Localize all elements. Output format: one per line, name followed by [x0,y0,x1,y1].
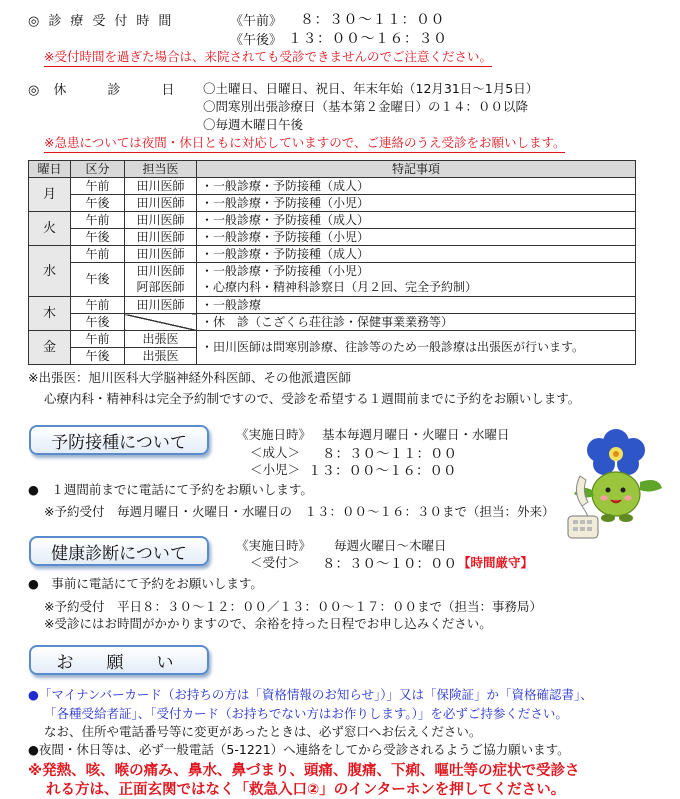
request-line3: なお、住所や電話番号等に変更があったときは、必ず窓口へお伝えください。 [44,724,482,739]
note-cell: ・一般診療 [197,297,636,314]
time-strict-badge: 【時間厳守】 [458,555,534,570]
note-cell: ・休 診（こざくら荘往診・保健事業業務等） [197,314,636,331]
doctor-cell: 出張医 [125,331,197,348]
request-line4: ●夜間・休日等は、必ず一般電話（5-1221）へ連絡をしてから受診されるようご協力願います。 [28,742,570,757]
period-cell: 午前 [71,212,125,229]
vaccination-dates-label: 《実施日時》 [236,427,312,442]
vaccination-bullet: ● １週間前までに電話にて予約をお願いします。 [28,482,313,497]
afternoon-label: 《午後》 [230,33,283,48]
table-row [29,263,636,280]
period-cell: 午後 [71,348,125,365]
doctor-cell: 田川医師 [125,178,197,195]
period-cell: 午後 [71,314,125,331]
vaccination-button[interactable]: 予防接種について [29,425,209,455]
doctor-cell: 田川医師 [125,229,197,246]
header-doctor: 担当医 [125,161,197,178]
period-cell: 午前 [71,297,125,314]
footnote-line2: 心療内科・精神科は完全予約制ですので、受診を希望する１週間前までに予約をお願いします。 [44,391,581,406]
request-line1: ●「マイナンバーカード（お持ちの方は「資格情報のお知らせ」）」又は「保険証」か「資格確認書」、 [28,687,593,702]
morning-time: ８：３０～１１：００ [300,12,445,28]
closed-line2: 〇問寒別出張診療日（基本第２金曜日）の１４：００以降 [203,99,529,114]
note-cell: ・心療内科・精神科診察日（月２回、完全予約制） [197,280,636,297]
table-row [29,246,636,263]
mascot-illustration [566,420,666,542]
checkup-button[interactable]: 健康診断について [29,536,209,566]
flower-hat-icon [587,429,645,475]
table-row [29,331,636,348]
table-row [29,229,636,246]
table-row [29,195,636,212]
checkup-reception-time: ８：３０～１０：００ [322,556,457,572]
header-day: 曜日 [29,161,71,178]
table-row [29,212,636,229]
day-wed: 水 [29,246,71,297]
day-mon: 月 [29,178,71,212]
header-notes: 特記事項 [197,161,636,178]
doctor-cell: 田川医師 [125,212,197,229]
day-tue: 火 [29,212,71,246]
note-cell: ・一般診療・予防接種（小児） [197,229,636,246]
note-cell: ・田川医師は問寒別診療、往診等のため一般診療は出張医が行います。 [197,331,636,365]
doctor-cell: 田川医師 [125,263,197,280]
symptom-warning-line1: ※発熱、咳、喉の痛み、鼻水、鼻づまり、頭痛、腹痛、下痢、嘔吐等の症状で受診さ [28,763,580,779]
doctor-cell: 阿部医師 [125,280,197,297]
day-fri: 金 [29,331,71,365]
period-cell: 午後 [71,229,125,246]
note-cell: ・一般診療・予防接種（成人） [197,178,636,195]
table-row [29,178,636,195]
note-cell: ・一般診療・予防接種（成人） [197,246,636,263]
note-cell: ・一般診療・予防接種（小児） [197,263,636,280]
period-cell: 午前 [71,331,125,348]
reception-label: ◎診療受付時間 [28,14,181,29]
closed-notice: ※急患については夜間・休日ともに対応していますので、ご連絡のうえ受診をお願いします。 [44,133,565,153]
child-label: ＜小児＞ [250,462,301,477]
checkup-reservation: ※予約受付 平日８：３０～１２：００／１３：００～１７：００まで（担当：事務局） [44,599,542,614]
checkup-note: ※受診にはお時間がかかりますので、余裕を持った日程でお申し込みください。 [44,616,492,631]
table-row [29,297,636,314]
header-period: 区分 [71,161,125,178]
table-row [29,314,636,331]
adult-label: ＜成人＞ [250,445,301,460]
period-cell: 午前 [71,246,125,263]
request-line2: 「各種受給者証」、「受付カード（お持ちでない方はお作りします。）」を必ずご持参ください。 [44,706,568,721]
reception-notice: ※受付時間を過ぎた場合は、来院されても受診できませんのでご注意ください。 [44,47,492,67]
note-cell: ・一般診療・予防接種（小児） [197,195,636,212]
note-cell: ・一般診療・予防接種（成人） [197,212,636,229]
table-header-row [29,161,636,178]
checkup-dates-label: 《実施日時》 [236,538,312,553]
afternoon-time: １３：００～１６：３０ [288,31,448,47]
vaccination-reservation: ※予約受付 毎週月曜日・火曜日・水曜日の １３：００～１６：３０まで（担当：外来） [44,504,555,519]
checkup-dates: 毎週火曜日～木曜日 [334,538,447,553]
footnote-line1: ※出張医：旭川医科大学脳神経外科医師、その他派遣医師 [28,370,351,385]
request-button[interactable]: お 願 い [29,645,209,675]
doctor-cell: 出張医 [125,348,197,365]
period-cell: 午後 [71,195,125,212]
symptom-warning-line2: れる方は、正面玄関ではなく「救急入口②」のインターホンを押してください。 [46,782,566,798]
period-cell: 午後 [71,263,125,297]
adult-time: ８：３０～１１：００ [322,446,457,462]
closed-label: ◎休 診 日 [28,83,189,98]
checkup-bullet: ● 事前に電話にて予約をお願いします。 [28,576,263,591]
doctor-cell: 田川医師 [125,297,197,314]
doctor-cell: 田川医師 [125,246,197,263]
vaccination-dates: 基本毎週月曜日・火曜日・水曜日 [322,427,510,442]
child-time: １３：００～１６：００ [308,463,457,479]
period-cell: 午前 [71,178,125,195]
doctor-cell: 田川医師 [125,195,197,212]
day-thu: 木 [29,297,71,331]
closed-line1: 〇土曜日、日曜日、祝日、年末年始（12月31日～1月5日） [203,81,539,96]
empty-doctor-cell [125,314,197,331]
schedule-table [28,160,636,365]
closed-line3: 〇毎週木曜日午後 [203,117,304,132]
morning-label: 《午前》 [230,14,283,29]
checkup-reception-label: ＜受付＞ [250,555,301,570]
